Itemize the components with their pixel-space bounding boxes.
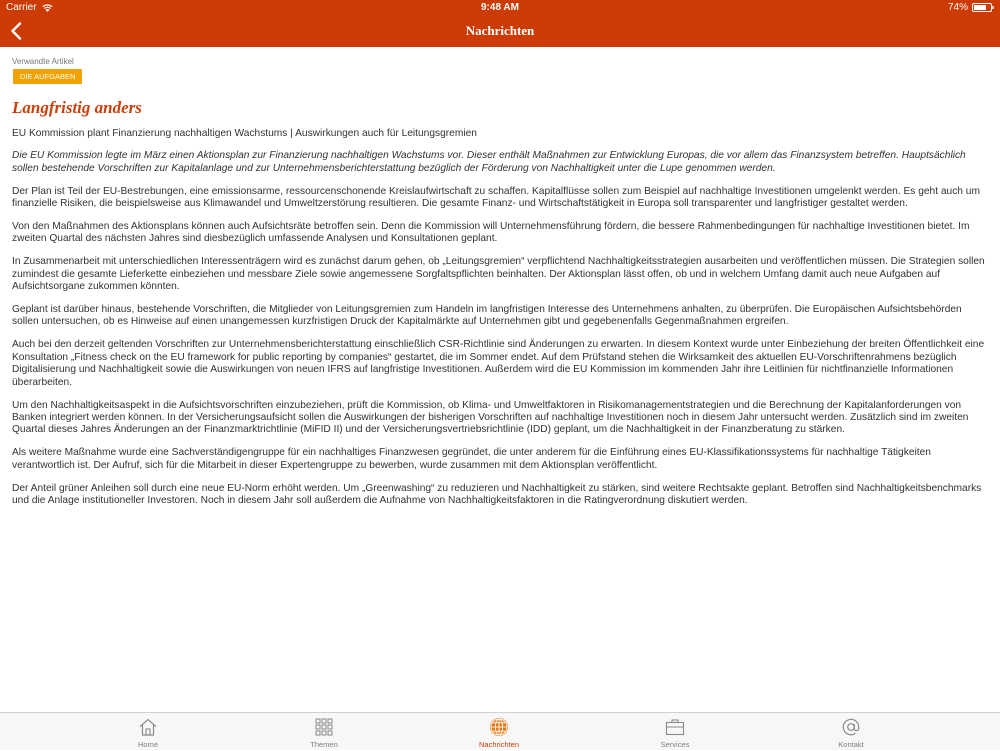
related-articles-label: Verwandte Artikel [12, 57, 74, 66]
tab-kontakt[interactable] [751, 713, 951, 751]
article-paragraph: Der Plan ist Teil der EU-Bestrebungen, eine emissionsarme, ressourcenschonende Kreislaufwirtschaft zu schaffen. Kapitalflüsse sollen zum Beispiel auf nachhaltige Investitionen umgelenkt werden. Es geht auch um finanzielle Risiken, die beispielsweise aus Klimawandel und Umweltzerstörung resultieren. Die gesamte Finanz- und Wirtschaftstätigkeit in Europa soll transparenter und langfristiger gestaltet werden. [12, 185, 980, 210]
article-paragraph: Von den Maßnahmen des Aktionsplans können auch Aufsichtsräte betroffen sein. Denn die Kommission will Unternehmensführung fördern, die bessere Rahmenbedingungen für nachhaltige Investitionen bietet. Im zweiten Quartal des nächsten Jahres sind diesbezüglich umfassende Analysen und Konsultationen geplant. [12, 221, 970, 245]
battery-percent: 74% [947, 2, 968, 13]
status-bar [0, 0, 1000, 15]
briefcase-icon [665, 717, 685, 737]
related-tag-button[interactable]: DIE AUFGABEN [13, 69, 82, 84]
tab-themen-label: Themen [310, 740, 338, 749]
grid-icon [314, 717, 334, 737]
tab-home-label: Home [137, 740, 158, 749]
tab-kontakt-label: Kontakt [838, 740, 864, 749]
article-paragraph: Geplant ist darüber hinaus, bestehende Vorschriften, die Mitglieder von Leitungsgremien zum Handeln im langfristigen Interesse des Unternehmens anhalten, zu überprüfen. Die Europäischen Aufsichtsbehörden sollen untersuchen, ob es Hinweise auf einen unangemessen kurzfristigen Druck der Kapitalmärkte auf Unternehmen gibt und gegebenenfalls Gegenmaßnahmen ergreifen. [12, 304, 962, 328]
home-icon [138, 717, 158, 737]
carrier-label: Carrier [6, 2, 37, 13]
battery [948, 2, 994, 13]
article-paragraph: Als weitere Maßnahme wurde eine Sachverständigengruppe für ein nachhaltiges Finanzwesen gegründet, die unter anderem für die Einführung eines EU-Klassifikationssystems für nachhaltige Tätigkeiten verantwortlich ist. Der Aufruf, sich für die Mitarbeit in dieser Expertengruppe zu bewerben, wurde zusammen mit dem Aktionsplan veröffentlicht. [12, 447, 931, 471]
article-subtitle: EU Kommission plant Finanzierung nachhaltigen Wachstums | Auswirkungen auch für Leitungsgremien [12, 128, 477, 139]
at-icon [841, 717, 861, 737]
article-paragraph: In Zusammenarbeit mit unterschiedlichen Interessenträgern wird es zunächst darum gehen, ob „Leitungsgremien“ verpflichtend Nachhaltigkeitsstrategien ausarbeiten und veröffentlichen müssen. Die Strategien sollen zumindest die gesamte Lieferkette einbeziehen und messbare Ziele sowie angemessene Sorgfaltspflichten beinhalten. Der Aktionsplan lässt offen, ob und in welchem Umfang damit auch neue Aufgaben auf Aufsichtsorgane zukommen könnten. [12, 256, 985, 293]
tab-nachrichten-label: Nachrichten [478, 740, 520, 749]
tab-services-label: Services [660, 740, 690, 749]
article-paragraph: Der Anteil grüner Anleihen soll durch eine neue EU-Norm erhöht werden. Um „Greenwashing“ zu reduzieren und Nachhaltigkeit zu stärken, sind weitere Rechtsakte geplant. Betroffen sind Nachhaltigkeitsbenchmarks und die Anlage institutioneller Investoren. Noch in diesem Jahr soll außerdem die Aufnahme von Nachhaltigkeitsfaktoren in die Ratingverordnung diskutiert werden. [12, 482, 982, 506]
nav-bar [0, 15, 1000, 47]
tab-bar [0, 712, 1000, 750]
globe-icon [489, 717, 509, 737]
tab-nachrichten[interactable] [399, 713, 599, 751]
tab-services[interactable] [575, 713, 775, 751]
article-paragraph: Auch bei den derzeit geltenden Vorschriften zur Unternehmensberichterstattung einschließlich CSR-Richtlinie sind Änderungen zu erwarten. In diesem Kontext wurde unter Einbeziehung der breiten Öffentlichkeit eine Konsultation „Fitness check on the EU framework for public reporting by companies“ gestartet, die im Sommer endet. Auf dem Prüfstand stehen die Wirksamkeit des aktuellen EU-Vorschriftenrahmens bezüglich Digitalisierung und Nachhaltigkeit sowie die Auswirkungen von neuen IFRS auf langfristige Investitionen. Außerdem wird die EU Kommission im kommenden Jahr ihre Leitlinien für nichtfinanzielle Informationen überarbeiten. [12, 339, 985, 388]
article-body [12, 128, 990, 518]
article-content[interactable] [0, 47, 1000, 712]
clock: 9:48 AM [481, 2, 519, 13]
article-lead: Die EU Kommission legte im März einen Aktionsplan zur Finanzierung nachhaltigen Wachstums vor. Dieser enthält Maßnahmen zur Entwicklung Europas, die vor allem das Finanzsystem betreffen. Hauptsächlich sollen bestehende Vorschriften zur Kapitalanlage und zur Unternehmensberichterstattung bezüglich der Förderung von Nachhaltigkeit unter die Lupe genommen werden. [12, 150, 966, 174]
article-title: Langfristig anders [12, 98, 142, 117]
article-paragraph: Um den Nachhaltigkeitsaspekt in die Aufsichtsvorschriften einzubeziehen, prüft die Kommission, ob Klima- und Umweltfaktoren in Risikomanagementstrategien und die Berechnung der Kapitalanforderungen von Banken integriert werden können. In der Versicherungsaufsicht sollen die Auswirkungen der bisherigen Vorschriften auf nachhaltige Investitionen noch in diesem Jahr untersucht werden. Zusätzlich sind im zweiten Quartal dieses Jahres Änderungen an der Finanzmarktrichtlinie (MiFID II) und der Versicherungsvertriebsrichtlinie (IDD) geplant, um die Nachhaltigkeit in der Finanzberatung zu stärken. [12, 399, 969, 436]
battery-icon [972, 3, 994, 12]
tab-home[interactable] [48, 713, 248, 751]
tab-themen[interactable] [224, 713, 424, 751]
page-title: Nachrichten [465, 23, 535, 38]
